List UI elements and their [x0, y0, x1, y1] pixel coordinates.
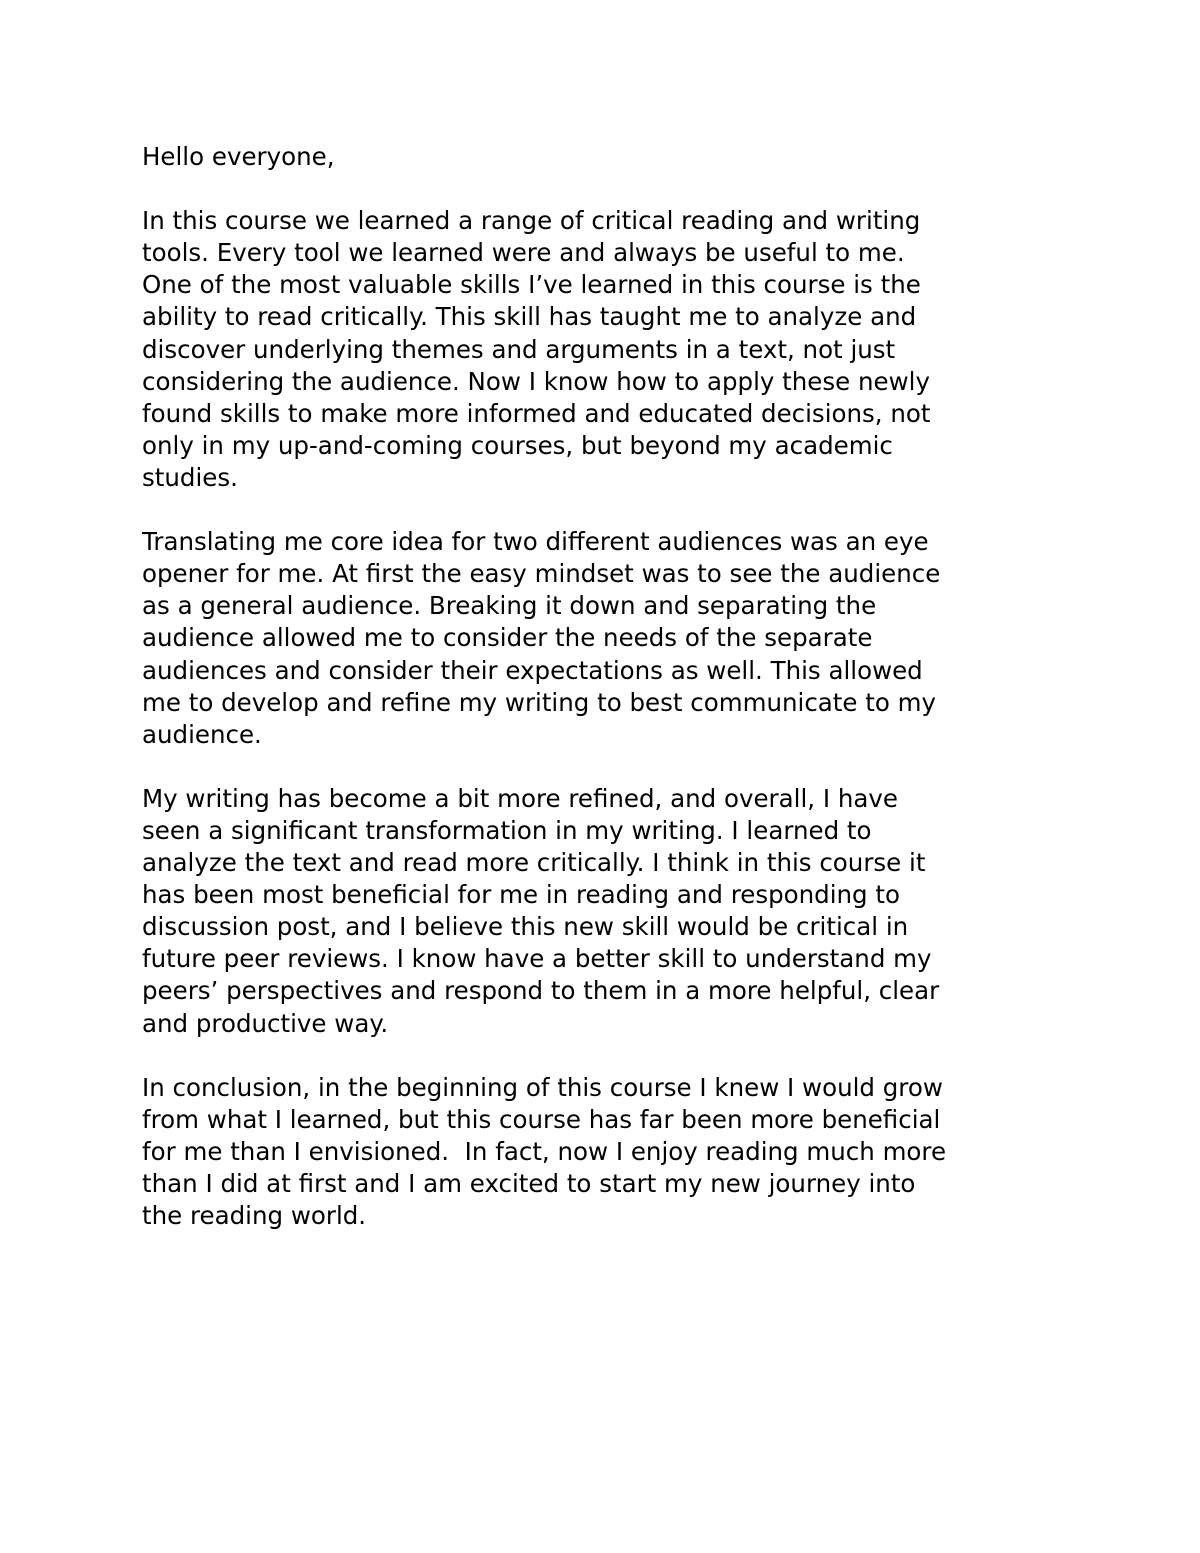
paragraph-3: [142, 783, 1062, 1040]
paragraph-line: only in my up-and-coming courses, but beyond my academic: [142, 430, 893, 460]
paragraph-line: discover underlying themes and arguments in a text, not just: [142, 334, 896, 364]
document-body: [142, 141, 1062, 1232]
paragraph-line: the reading world.: [142, 1201, 367, 1231]
paragraph-line: ability to read critically. This skill has taught me to analyze and: [142, 302, 917, 332]
paragraph-line: me to develop and refine my writing to best communicate to my: [142, 687, 937, 717]
paragraph-line: analyze the text and read more critically. I think in this course it: [142, 848, 926, 878]
paragraph-line: as a general audience. Breaking it down and separating the: [142, 591, 877, 621]
paragraph-line: than I did at first and I am excited to start my new journey into: [142, 1169, 916, 1198]
paragraph-1: [142, 205, 1062, 494]
paragraph-2: [142, 526, 1062, 751]
paragraph-line: future peer reviews. I know have a better skill to understand my: [142, 944, 932, 974]
paragraph-line: found skills to make more informed and educated decisions, not: [142, 398, 931, 428]
paragraph-line: from what I learned, but this course has far been more beneficial: [142, 1104, 941, 1134]
paragraph-line: One of the most valuable skills I’ve learned in this course is the: [142, 270, 921, 300]
paragraph-line: and productive way.: [142, 1008, 389, 1038]
paragraph-line: Translating me core idea for two different audiences was an eye: [142, 527, 929, 557]
paragraph-line: My writing has become a bit more refined, and overall, I have: [142, 783, 898, 813]
paragraph-line: tools. Every tool we learned were and always be useful to me.: [142, 238, 905, 268]
paragraph-line: opener for me. At first the easy mindset was to see the audience: [142, 559, 941, 589]
paragraph-line: audience allowed me to consider the needs of the separate: [142, 623, 873, 653]
paragraph-line: considering the audience. Now I know how to apply these newly: [142, 366, 930, 396]
paragraph-line: In conclusion, in the beginning of this course I knew I would grow: [142, 1072, 943, 1102]
paragraph-line: for me than I envisioned. In fact, now I enjoy reading much more: [142, 1136, 947, 1166]
paragraph-line: audience.: [142, 719, 262, 749]
greeting-paragraph: [142, 141, 1062, 173]
paragraph-line: audiences and consider their expectations as well. This allowed: [142, 655, 923, 685]
paragraph-line: has been most beneficial for me in reading and responding to: [142, 880, 900, 910]
paragraph-line: seen a significant transformation in my writing. I learned to: [142, 815, 872, 845]
greeting-line: Hello everyone,: [142, 142, 335, 171]
paragraph-line: peers’ perspectives and respond to them in a more helpful, clear: [142, 976, 940, 1006]
paragraph-line: In this course we learned a range of critical reading and writing: [142, 206, 921, 236]
paragraph-line: discussion post, and I believe this new skill would be critical in: [142, 912, 909, 942]
paragraph-line: studies.: [142, 462, 238, 492]
paragraph-4: [142, 1072, 1062, 1232]
